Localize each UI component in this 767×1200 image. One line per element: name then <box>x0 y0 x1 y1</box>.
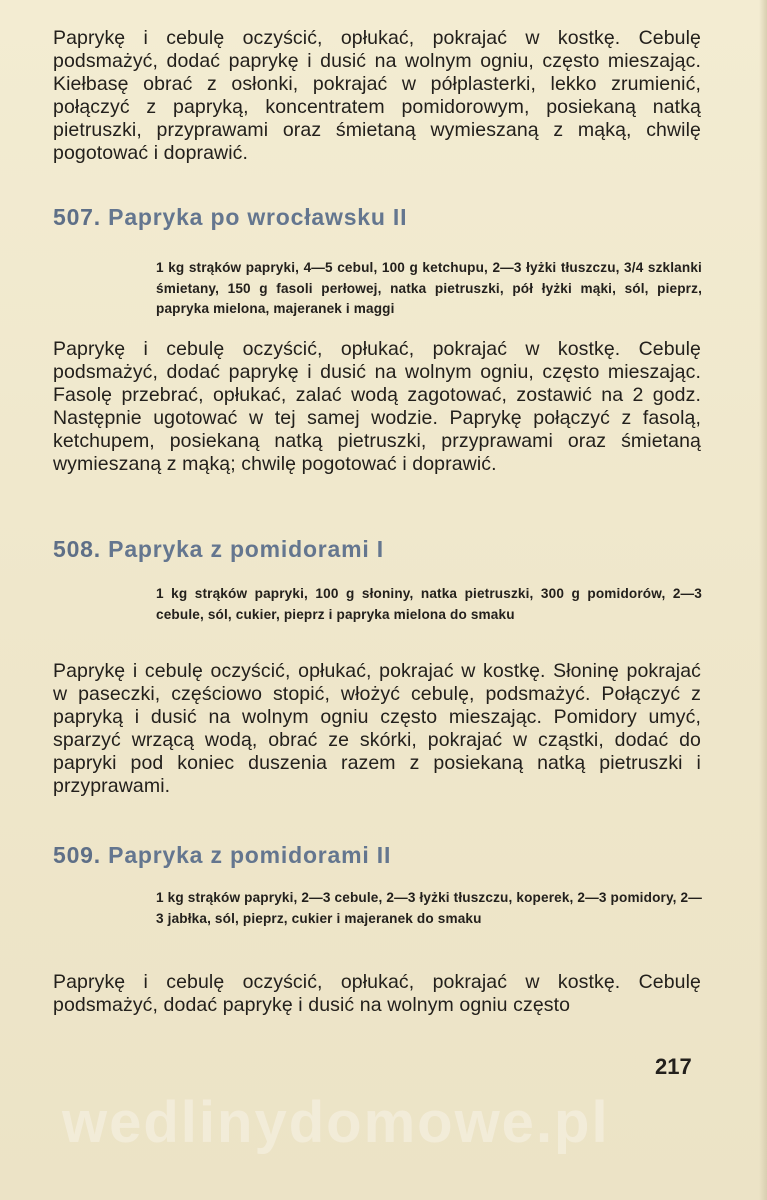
recipe-ingredients-507: 1 kg strąków papryki, 4—5 cebul, 100 g ketchupu, 2—3 łyżki tłuszczu, 3/4 szklanki śmietany, 150 g fasoli perłowej, natka pietruszki, pół łyżki mąki, sól, pieprz, papryka mielona, majeranek i maggi <box>156 260 702 316</box>
recipe-title-509 <box>53 842 701 869</box>
watermark: wedlinydomowe.pl <box>62 1090 610 1155</box>
recipe-number: 509. <box>53 842 101 868</box>
recipe-method-509: Paprykę i cebulę oczyścić, opłukać, pokrajać w kostkę. Cebulę podsmażyć, dodać paprykę i dusić na wolnym ogniu często <box>53 971 701 1016</box>
recipe-name: Papryka z pomidorami II <box>108 842 392 868</box>
recipe-number: 508. <box>53 536 101 562</box>
recipe-title-508 <box>53 536 701 563</box>
recipe-name: Papryka po wrocławsku II <box>108 204 408 230</box>
recipe-title-507 <box>53 204 701 231</box>
recipe-name: Papryka z pomidorami I <box>108 536 384 562</box>
recipe-ingredients-508: 1 kg strąków papryki, 100 g słoniny, natka pietruszki, 300 g pomidorów, 2—3 cebule, sól, cukier, pieprz i papryka mielona do smaku <box>156 586 702 622</box>
recipe-method-507: Paprykę i cebulę oczyścić, opłukać, pokrajać w kostkę. Cebulę podsmażyć, dodać paprykę i dusić na wolnym ogniu, często mieszając. Fasolę przebrać, opłukać, zalać wodą zagotować, zostawić na 2 godz. Następnie ugotować w tej samej wodzie. Paprykę połączyć z fasolą, ketchupem, posiekaną natką pietruszki, przyprawami oraz śmietaną wymieszaną z mąką; chwilę pogotować i doprawić. <box>53 338 701 475</box>
recipe-number: 507. <box>53 204 101 230</box>
page-edge-shadow <box>759 0 767 1200</box>
recipe-ingredients-509: 1 kg strąków papryki, 2—3 cebule, 2—3 łyżki tłuszczu, koperek, 2—3 pomidory, 2—3 jabłka, sól, pieprz, cukier i majeranek do smaku <box>156 890 702 926</box>
page-number: 217 <box>655 1054 692 1079</box>
intro-paragraph: Paprykę i cebulę oczyścić, opłukać, pokrajać w kostkę. Cebulę podsmażyć, dodać paprykę i dusić na wolnym ogniu, często mieszając. Kiełbasę obrać z osłonki, pokrajać w półplasterki, lekko zrumienić, połączyć z papryką, koncentratem pomidorowym, posiekaną natką pietruszki, przyprawami oraz śmietaną wymieszaną z mąką, chwilę pogotować i doprawić. <box>53 27 701 164</box>
recipe-method-508: Paprykę i cebulę oczyścić, opłukać, pokrajać w kostkę. Słoninę pokrajać w paseczki, częściowo stopić, włożyć cebulę, podsmażyć. Połączyć z papryką i dusić na wolnym ogniu często mieszając. Pomidory umyć, sparzyć wrzącą wodą, obrać ze skórki, pokrajać w cząstki, dodać do papryki pod koniec duszenia razem z posiekaną natką pietruszki i przyprawami. <box>53 660 701 797</box>
